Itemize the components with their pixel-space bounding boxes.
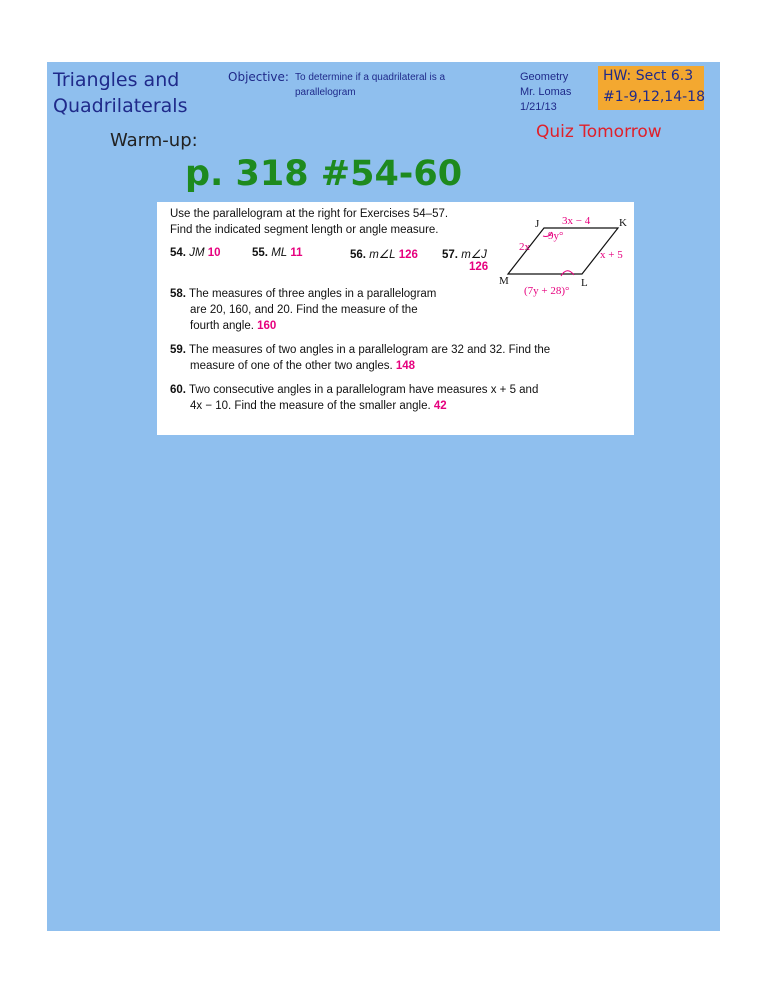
exercise-54-number: 54. — [170, 247, 186, 259]
exercise-60-answer: 42 — [433, 400, 447, 412]
exercise-59-number: 59. — [170, 344, 186, 356]
topic-title-line1: Triangles and — [53, 69, 180, 91]
parallelogram-figure — [497, 206, 632, 298]
exercise-57-answer: 126 — [469, 261, 489, 273]
side-JK-label: 3x − 4 — [562, 215, 591, 227]
exercise-57 — [442, 247, 487, 261]
exercise-57-number: 57. — [442, 249, 458, 261]
exercise-58-text3: fourth angle. — [190, 320, 254, 332]
vertex-K-label: K — [619, 217, 627, 229]
exercise-59-answer: 148 — [395, 360, 416, 372]
exercise-55 — [252, 247, 303, 259]
exercise-60-text1: Two consecutive angles in a parallelogram have measures x + 5 and — [189, 384, 539, 396]
exercise-59-text2: measure of one of the other two angles. — [190, 360, 393, 372]
exercise-60-text2: 4x − 10. Find the measure of the smaller angle. — [190, 400, 431, 412]
exercise-60-number: 60. — [170, 384, 186, 396]
angle-M-arc — [561, 271, 574, 276]
objective-text: To determine if a quadrilateral is a parallelogram — [295, 72, 446, 98]
intro-line2: Find the indicated segment length or angle measure. — [170, 224, 439, 236]
exercise-58-line2: are 20, 160, and 20. Find the measure of the — [190, 304, 418, 316]
vertex-L-label: L — [581, 277, 588, 289]
slide — [47, 62, 720, 931]
homework-line1: HW: Sect 6.3 — [603, 68, 694, 84]
exercise-54 — [170, 247, 221, 259]
side-JM-label: 2x — [519, 241, 530, 253]
exercise-59-line2 — [190, 360, 415, 372]
teacher-name: Mr. Lomas — [520, 86, 572, 98]
exercise-58-number: 58. — [170, 288, 186, 300]
vertex-J-label: J — [535, 218, 540, 230]
exercise-58-answer: 160 — [257, 320, 277, 332]
exercise-59-line1 — [170, 344, 550, 356]
exercise-58-line1 — [170, 288, 436, 300]
exercise-55-answer: 11 — [290, 247, 303, 259]
exercise-56-answer: 126 — [398, 249, 418, 261]
homework-line2: #1-9,12,14-18 — [603, 89, 705, 105]
angle-M-label: (7y + 28)° — [524, 285, 570, 297]
date: 1/21/13 — [520, 101, 557, 113]
exercise-55-expr: ML — [271, 247, 288, 259]
exercise-58-text1: The measures of three angles in a parallelogram — [189, 288, 437, 300]
intro-line1: Use the parallelogram at the right for Exercises 54–57. — [170, 208, 449, 220]
exercise-56 — [350, 247, 418, 261]
exercise-56-expr: m∠L — [369, 249, 396, 261]
angle-J-label: 9y° — [548, 230, 564, 242]
exercise-56-number: 56. — [350, 249, 366, 261]
topic-title-line2: Quadrilaterals — [53, 95, 188, 117]
course-name: Geometry — [520, 71, 569, 83]
exercise-59-text1: The measures of two angles in a parallelogram are 32 and 32. Find the — [189, 344, 551, 356]
warmup-label: Warm-up: — [110, 130, 198, 151]
exercise-54-expr: JM — [189, 247, 205, 259]
vertex-M-label: M — [499, 275, 509, 287]
exercise-54-answer: 10 — [207, 247, 221, 259]
exercise-60-line2 — [190, 400, 447, 412]
exercise-card — [157, 202, 634, 435]
exercise-55-number: 55. — [252, 247, 268, 259]
page-reference: p. 318 #54-60 — [185, 154, 463, 194]
objective-label: Objective: — [228, 70, 289, 84]
quiz-notice: Quiz Tomorrow — [536, 122, 662, 142]
exercise-58-line3 — [190, 320, 276, 332]
homework-box — [598, 66, 704, 110]
exercise-57-expr: m∠J — [461, 249, 487, 261]
exercise-60-line1 — [170, 384, 538, 396]
side-KL-label: x + 5 — [600, 249, 623, 261]
